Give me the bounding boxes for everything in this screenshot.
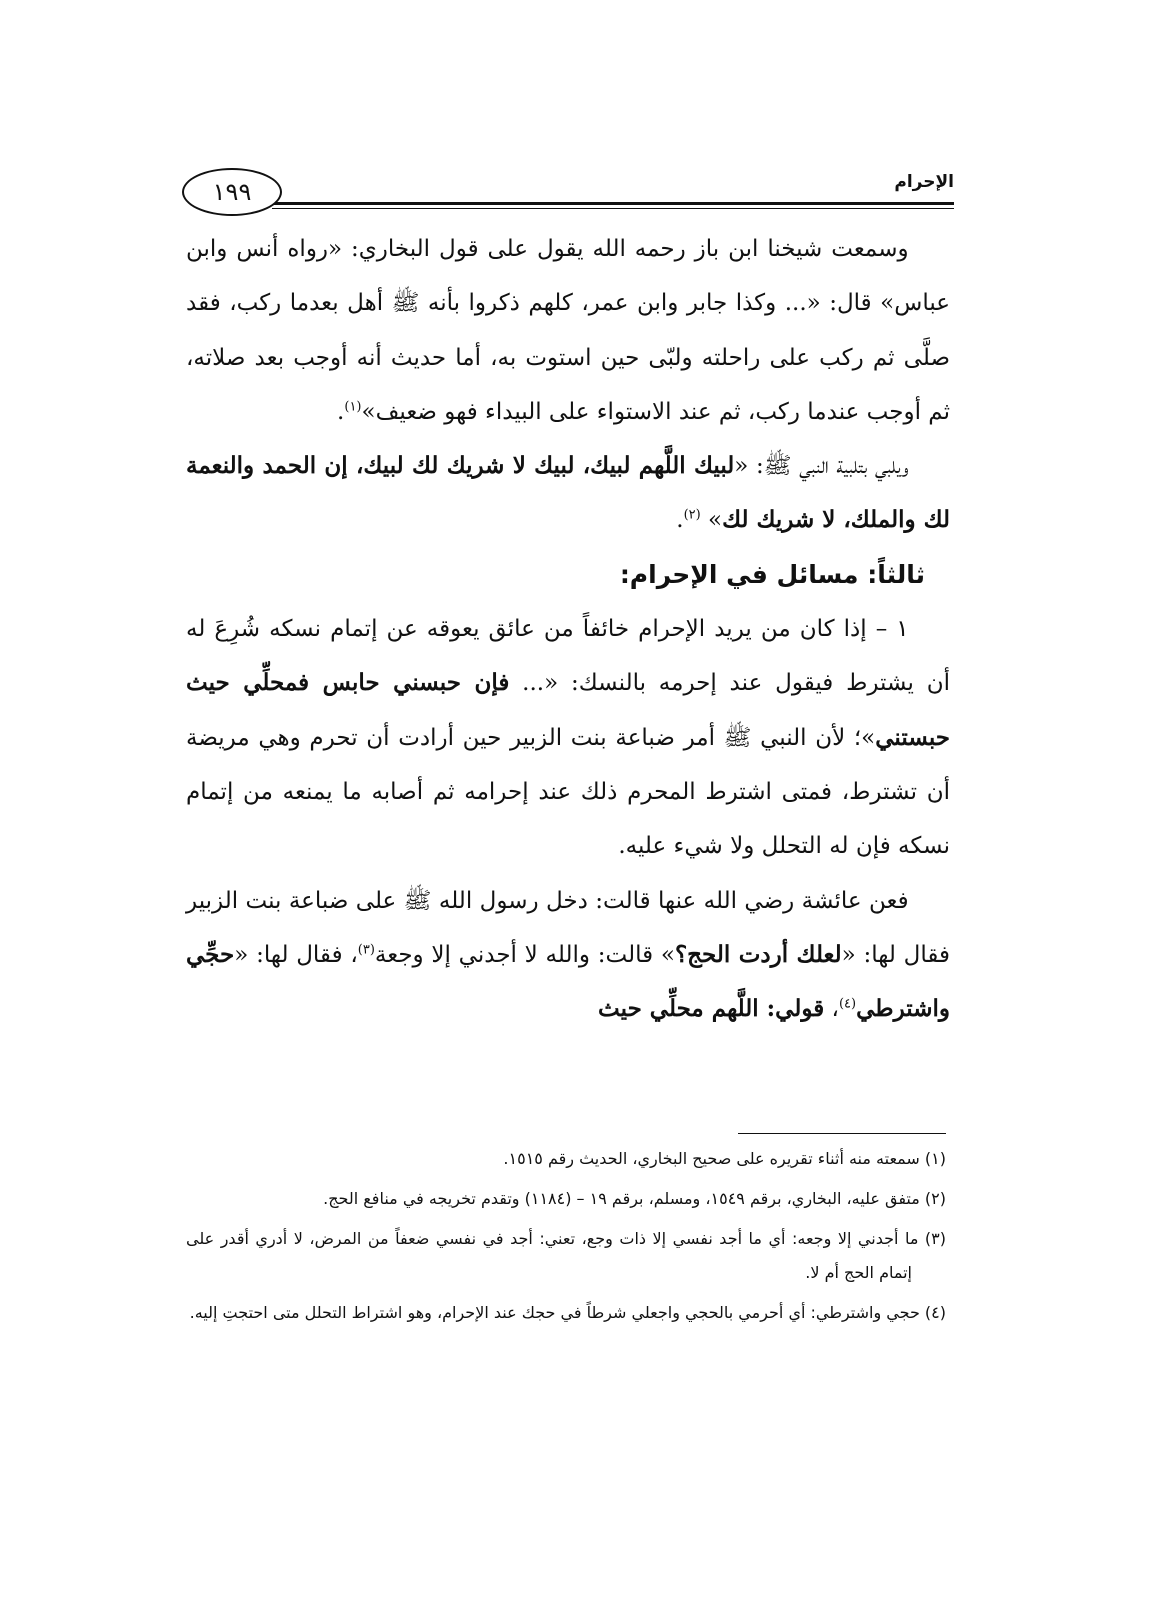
footnote-separator [738,1133,946,1134]
footnote-2: (٢) متفق عليه، البخاري، برقم ١٥٤٩، ومسلم، برقم ١٩ – (١١٨٤) وتقدم تخريجه في منافع الحج. [323,1189,946,1208]
footnote-1: (١) سمعته منه أثناء تقريره على صحيح البخاري، الحديث رقم ١٥١٥. [503,1149,946,1168]
condition-phrase: فإن حبسني حابس فمحلِّي حيث حبستني [186,669,950,751]
footnote-ref-1: (١) [344,399,362,415]
paragraph-4: فعن عائشة رضي الله عنها قالت: دخل رسول الله ﷺ على ضباعة بنت الزبير فقال لها: «لعلك أردت الحج؟» قالت: والله لا أجدني إلا وجعة$^{(٣)}$، فقال لها: «حجِّي واشترطي$^{(٤)}$، قولي: اللَّهم محلِّي حيث [186,887,950,1023]
header-rule-thick [272,202,954,205]
footnote-4: (٤) حجي واشترطي: أي أحرمي بالحجي واجعلي شرطاً في حجك عند الإحرام، وهو اشتراط التحلل متى احتجتِ إليه. [189,1303,946,1322]
footnote-ref-4: (٤) [838,996,857,1012]
footnote-3: (٣) ما أجدني إلا وجعه: أي ما أجد نفسي إلا ذات وجع، تعني: أجد في نفسي ضعفاً من المرض، لا أدري أقدر على إتمام الحج أم لا. [186,1229,946,1282]
footnotes [186,1142,946,1336]
section-heading: ثالثاً: مسائل في الإحرام: [619,559,925,589]
page-number: ١٩٩ [182,168,282,216]
paragraph-1: وسمعت شيخنا ابن باز رحمه الله يقول على قول البخاري: «رواه أنس وابن عباس» قال: «... وكذا جابر وابن عمر، كلهم ذكروا بأنه ﷺ أهل بعدما ركب، فقد صلَّى ثم ركب على راحلته ولبّى حين استوت به، أما حديث أنه أوجب بعد صلاته، ثم أوجب عندما ركب، ثم عند الاستواء على البيداء فهو ضعيف»$^{(١)}$. [186,236,950,425]
page-header [182,158,954,218]
paragraph-3: ١ – إذا كان من يريد الإحرام خائفاً من عائق يعوقه عن إتمام نسكه شُرِعَ له أن يشترط فيقول عند إحرمه بالنسك: «... فإن حبسني حابس فمحلِّي حيث حبستني»؛ لأن النبي ﷺ أمر ضباعة بنت الزبير حين أرادت أن تحرم وهي مريضة أن تشترط، فمتى اشترط المحرم ذلك عند إحرامه ثم أصابه ما يمنعه من إتمام نسكه فإن له التحلل ولا شيء عليه. [186,616,951,860]
footnote-ref-2: (٢) [683,507,701,523]
page-body [186,222,950,1036]
talbiyah-text: لبيك اللَّهم لبيك، لبيك لا شريك لك لبيك، إن الحمد والنعمة لك والملك، لا شريك لك [186,452,950,534]
paragraph-2-talbiyah: ويلبي بتلبية النبي ﷺ: «لبيك اللَّهم لبيك، لبيك لا شريك لك لبيك، إن الحمد والنعمة لك والملك، لا شريك لك» $^{(٢)}$. [186,452,950,534]
footnote-ref-3: (٣) [357,942,375,958]
header-rule-thin [272,208,954,209]
chapter-title: الإحرام [894,172,954,192]
